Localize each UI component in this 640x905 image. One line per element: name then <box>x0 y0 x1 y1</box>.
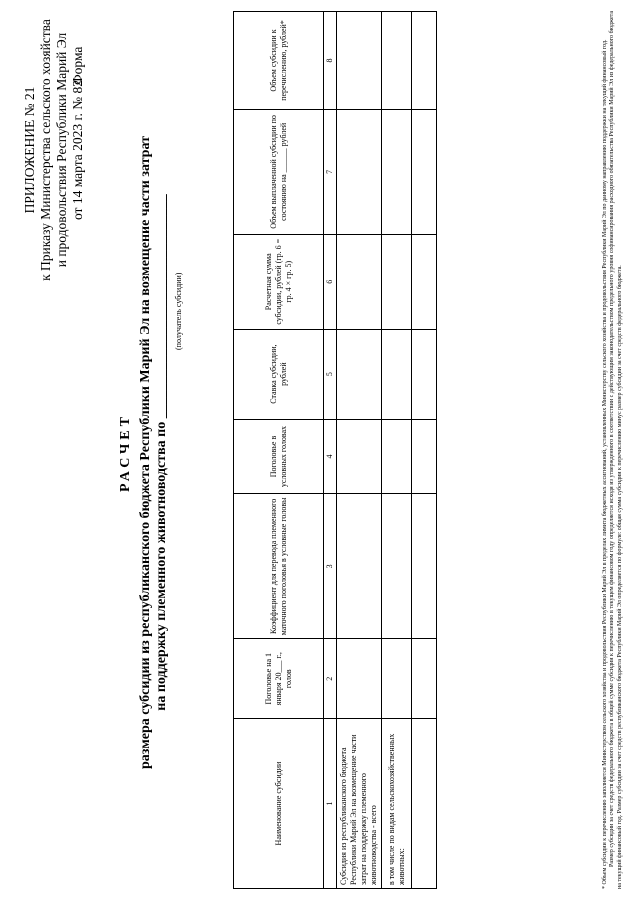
table-cell <box>382 234 412 329</box>
table-number-row <box>324 12 337 889</box>
recipient-caption: (получатель субсидии) <box>174 272 183 350</box>
table-cell <box>382 109 412 234</box>
table-header-cell: Коэффициент для перевода племенного маточного поголовья в условные головы <box>234 494 324 639</box>
document-heading: РАСЧЕТ <box>118 413 133 492</box>
column-number: 7 <box>324 109 337 234</box>
form-label: Форма <box>70 46 85 85</box>
calculation-table <box>233 11 437 889</box>
table-cell <box>337 12 382 110</box>
table-header-cell: Поголовье на 1 января 20___ г., голов <box>234 639 324 719</box>
table-cell <box>382 329 412 419</box>
table-cell <box>337 234 382 329</box>
table-row <box>337 12 382 889</box>
table-cell <box>382 419 412 494</box>
table-header-cell: Поголовье в условных головах <box>234 419 324 494</box>
table-cell <box>412 12 437 110</box>
row-label-total: Субсидия из республиканского бюджета Республики Марий Эл на возмещение части затрат на поддержку племенного животноводства - всего <box>337 719 382 889</box>
table-cell <box>412 639 437 719</box>
document-title <box>138 0 170 905</box>
table-cell <box>337 329 382 419</box>
appendix-order-line: к Приказу Министерства сельского хозяйства <box>38 19 53 281</box>
table-cell <box>382 494 412 639</box>
row-label-by-type: в том числе по видам сельскохозяйственных животных: <box>382 719 412 889</box>
table-cell <box>337 419 382 494</box>
column-number: 6 <box>324 234 337 329</box>
appendix-number: ПРИЛОЖЕНИЕ № 21 <box>22 86 37 214</box>
table-cell <box>412 719 437 889</box>
table-cell <box>412 494 437 639</box>
table-cell <box>412 109 437 234</box>
table-cell <box>337 109 382 234</box>
column-number: 3 <box>324 494 337 639</box>
table-header-cell: Расчетная сумма субсидии, рублей (гр. 6 = гр. 4 × гр. 5) <box>234 234 324 329</box>
table-cell <box>412 419 437 494</box>
table-cell <box>382 639 412 719</box>
column-number: 8 <box>324 12 337 110</box>
appendix-date-line: от 14 марта 2023 г. № 82 <box>70 79 85 221</box>
table-row <box>412 12 437 889</box>
table-cell <box>382 12 412 110</box>
column-number: 5 <box>324 329 337 419</box>
table-cell <box>337 639 382 719</box>
table-header-cell: Наименование субсидии <box>234 719 324 889</box>
table-row <box>382 12 412 889</box>
footnote-paragraph: * Объем субсидии к перечислению заполняется Министерством сельского хозяйства и продовольствия Республики Марий Эл в пределах лимита бюджетных ассигнований, установленных Министерству сельского хозяйства и продовольствия Республики Марий Эл по данному направлению поддержки на текущий финансовый год. <box>602 39 608 889</box>
table-cell <box>412 329 437 419</box>
title-line-2: на поддержку племенного животноводства по ________________________________ <box>154 194 169 711</box>
column-number: 1 <box>324 719 337 889</box>
table-cell <box>412 234 437 329</box>
table-header-row <box>234 12 324 889</box>
column-number: 2 <box>324 639 337 719</box>
footnote <box>602 11 624 889</box>
table-header-cell: Ставка субсидии, рублей <box>234 329 324 419</box>
table-cell <box>337 494 382 639</box>
title-line-1: размера субсидии из республиканского бюджета Республики Марий Эл на возмещение части затрат <box>138 136 153 769</box>
appendix-header <box>22 0 86 300</box>
column-number: 4 <box>324 419 337 494</box>
table-header-cell: Объем выплаченной субсидии по состоянию на ______ рублей <box>234 109 324 234</box>
appendix-republic-line: и продовольствия Республики Марий Эл <box>54 32 69 268</box>
footnote-paragraph: Размер субсидии за счет средств федерального бюджета в общей сумме субсидии к перечислению в текущем финансовом году определяется исходя из утвержденного в соответствии с действующим законодательством предельного уровня софинансирования расходного обязательства Республики Марий Эл из федерального бюджета на текущий финансовый год. Размер субсидии за счет средств республиканского бюджета Республики Марий Эл определяется по формуле: общая сумма субсидии к перечислению минус размер субсидии за счет средств федерального бюджета. <box>609 11 623 889</box>
table-header-cell: Объем субсидии к перечислению, рублей* <box>234 12 324 110</box>
